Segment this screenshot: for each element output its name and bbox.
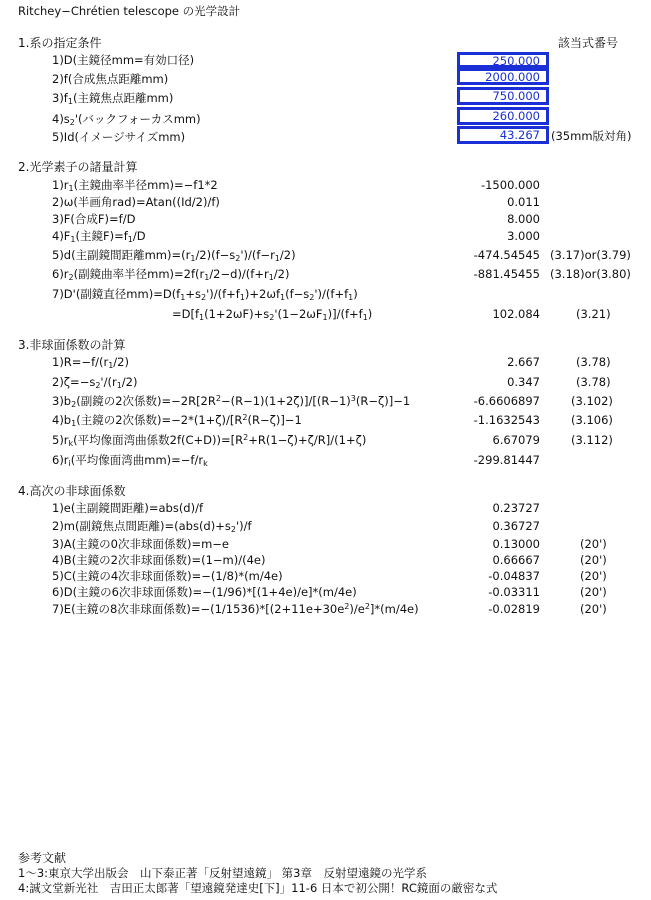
formula-number-header: 該当式番号: [558, 36, 619, 50]
calc-r1-label: $1)r_1$(主鏡曲率半径mm)=−f1*2: [52, 178, 218, 193]
input-label-f: 2)f(合成焦点距離mm): [52, 72, 169, 86]
hi-C-ref: (20'): [580, 569, 607, 583]
asph-zeta-value: 0.347: [507, 375, 540, 389]
hi-E-label: 7)E(主鏡の8次非球面係数)$=-(1/1536)*[(2+11e+30e^2)/e^2]*(m/4e)$: [52, 602, 419, 616]
asph-b1-value: -1.1632543: [473, 413, 540, 427]
hi-A-label: 3)A(主鏡の0次非球面係数)=m−e: [52, 537, 230, 551]
hi-E-value: -0.02819: [488, 602, 540, 616]
asph-b2-value: -6.6606897: [473, 394, 540, 408]
hi-B-value: 0.66667: [492, 553, 540, 567]
hi-A-value: 0.13000: [492, 537, 540, 551]
calc-omega-value: 0.011: [507, 195, 540, 209]
asph-b2-label: $3)b_2$(副鏡の2次係数)$=-2R[2R^2-(R-1)(1+2\zeta)]/[(R-1)^3(R-\zeta)]-1$: [52, 394, 411, 409]
calc-dprime-label: 7)D'(副鏡直径$mm)=D(f_1+s_2')/(f+f_1)+2\omega f_1(f-s_2')/(f+f_1)$: [52, 287, 358, 302]
hi-C-value: -0.04837: [488, 569, 540, 583]
calc-F-label: 3)F(合成F)=f/D: [52, 212, 136, 226]
page-title: Ritchey−Chrétien telescope の光学設計: [18, 4, 241, 18]
section1-heading: 1.系の指定条件: [18, 36, 102, 50]
input-label-f1: $3)f_1$(主鏡焦点距離mm): [52, 91, 174, 106]
calc-F1-label: $4)F_1$(主鏡$F)=f_1/D$: [52, 229, 146, 244]
hi-A-ref: (20'): [580, 537, 607, 551]
asph-b2-ref: (3.102): [571, 394, 613, 408]
calc-r2-value: -881.45455: [473, 267, 540, 281]
hi-B-label: 4)B(主鏡の2次非球面係数)=(1−m)/(4e): [52, 553, 266, 567]
calc-F-value: 8.000: [507, 212, 540, 226]
input-label-d: 1)D(主鏡径mm=有効口径): [52, 53, 195, 67]
hi-D-ref: (20'): [580, 585, 607, 599]
calc-d-ref: (3.17)or(3.79): [550, 248, 631, 262]
reference-line-2: 4:誠文堂新光社 吉田正太郎著「望遠鏡発達史[下]」11-6 日本で初公開！RC鏡面の厳密な式: [18, 881, 498, 895]
reference-line-1: 1〜3:東京大学出版会 山下泰正著「反射望遠鏡」 第3章 反射望遠鏡の光学系: [18, 866, 427, 880]
hi-e-value: 0.23727: [492, 501, 540, 515]
input-f[interactable]: 2000.000: [457, 68, 549, 85]
hi-m-value: 0.36727: [492, 519, 540, 533]
hi-D-label: 6)D(主鏡の6次非球面係数)=−(1/96)*[(1+4e)/e]*(m/4e): [52, 585, 357, 599]
hi-E-ref: (20'): [580, 602, 607, 616]
input-id[interactable]: 43.267: [457, 126, 549, 144]
calc-dprime-value: 102.084: [492, 307, 540, 321]
calc-dprime-label-2: $=D[f_1(1+2\omega F)+s_2'(1-2\omega F_1)]/(f+f_1)$: [172, 307, 373, 322]
calc-r1-value: -1500.000: [480, 178, 540, 192]
hi-C-label: 5)C(主鏡の4次非球面係数)=−(1/8)*(m/4e): [52, 569, 283, 583]
input-s2[interactable]: 260.000: [457, 107, 549, 125]
calc-d-value: -474.54545: [473, 248, 540, 262]
asph-zeta-ref: (3.78): [576, 375, 611, 389]
hi-e-label: 1)e(主副鏡間距離)=abs(d)/f: [52, 501, 204, 515]
asph-rk-label: $5)r_k$(平均像面湾曲係数$2f(C+D))=[R^2+R(1-\zeta)+\zeta/R]/(1+\zeta)$: [52, 433, 367, 448]
asph-rk-ref: (3.112): [571, 433, 613, 447]
input-label-id: 5)Id(イメージサイズmm): [52, 130, 186, 144]
section3-heading: 3.非球面係数の計算: [18, 338, 126, 352]
hi-D-value: -0.03311: [488, 585, 540, 599]
calc-omega-label: 2)ω(半画角rad)=Atan((Id/2)/f): [52, 195, 220, 209]
asph-R-value: 2.667: [507, 355, 540, 369]
asph-b1-ref: (3.106): [571, 413, 613, 427]
references-heading: 参考文献: [18, 851, 67, 865]
calc-d-label: 5)d(主副鏡間距離$mm)=(r_1/2)(f-s_2')/(f-r_1/2)$: [52, 248, 296, 263]
section2-heading: 2.光学素子の諸量計算: [18, 160, 138, 174]
asph-ri-value: -299.81447: [473, 453, 540, 467]
hi-m-label: 2)m(副鏡焦点間距離)$=(abs(d)+s_2')/f$: [52, 519, 252, 534]
input-d[interactable]: 250.000: [457, 52, 549, 68]
input-f1[interactable]: 750.000: [457, 87, 549, 105]
asph-b1-label: $4)b_1$(主鏡の2次係数)$=-2*(1+\zeta)/[R^2(R-\zeta)]-1$: [52, 413, 302, 428]
calc-r2-ref: (3.18)or(3.80): [550, 267, 631, 281]
asph-ri-label: $6)r_i$(平均像面湾曲$mm)=-f/r_k$: [52, 453, 208, 468]
calc-dprime-ref: (3.21): [576, 307, 611, 321]
asph-rk-value: 6.67079: [492, 433, 540, 447]
asph-R-ref: (3.78): [576, 355, 611, 369]
calc-r2-label: $6)r_2$(副鏡曲率半径$mm)=2f(r_1/2-d)/(f+r_1/2)$: [52, 267, 290, 282]
asph-R-label: $1)R=-f/(r_1/2)$: [52, 355, 129, 370]
input-label-s2: $4)s_2'$(バックフォーカスmm): [52, 112, 201, 127]
hi-B-ref: (20'): [580, 553, 607, 567]
section4-heading: 4.高次の非球面係数: [18, 484, 126, 498]
image-size-note: (35mm版対角): [551, 129, 632, 143]
calc-F1-value: 3.000: [507, 229, 540, 243]
asph-zeta-label: $2)\zeta=-s_2'/(r_1/2)$: [52, 375, 138, 390]
